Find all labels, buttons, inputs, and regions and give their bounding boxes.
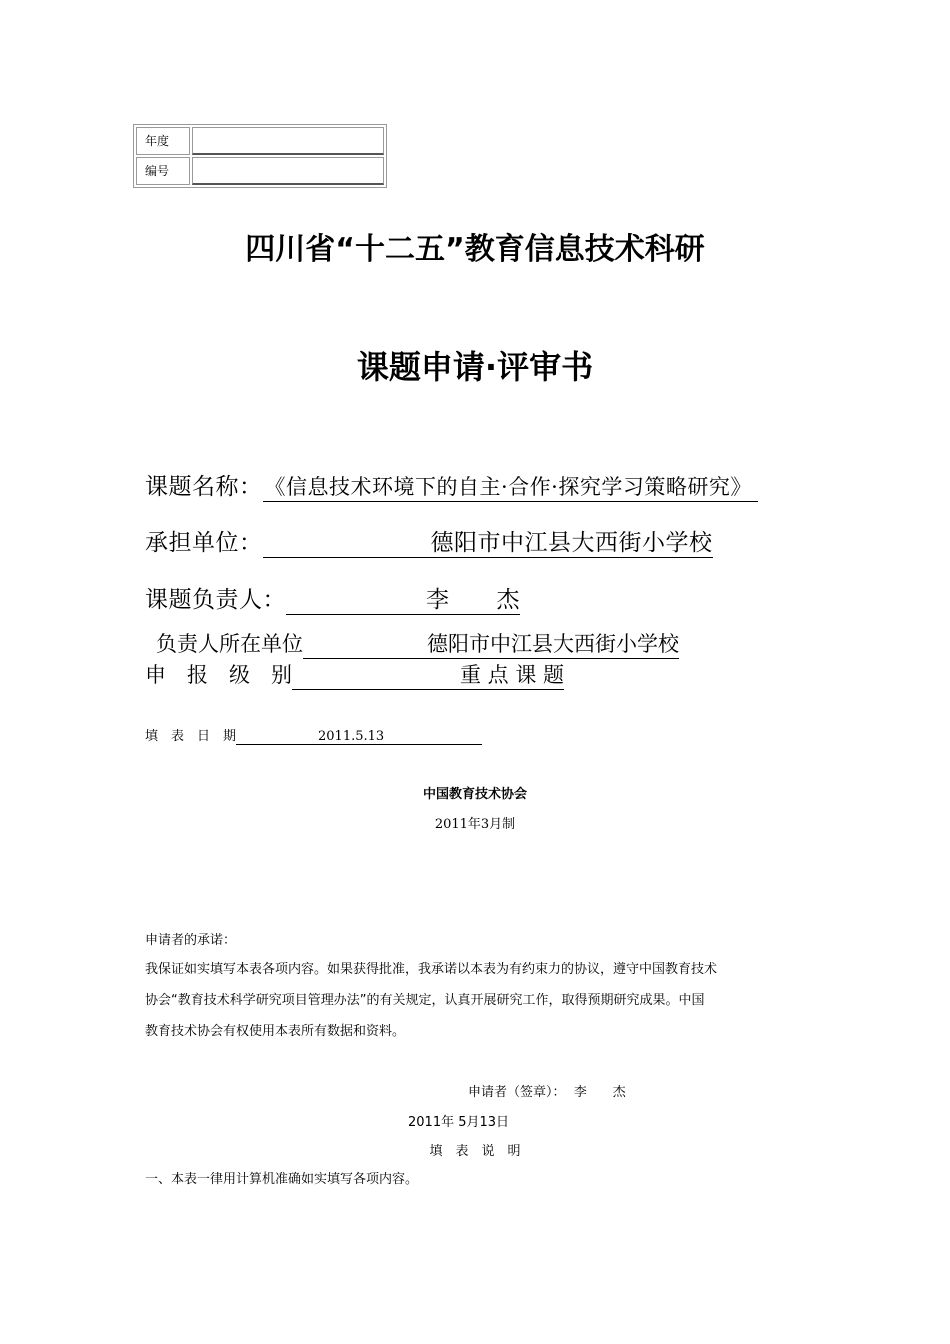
instructions-item-1: 一、本表一律用计算机准确如实填写各项内容。 <box>145 1172 419 1187</box>
leader-unit-label: 负责人所在单位 <box>156 632 303 656</box>
date-label: 填 表 日 期 <box>145 729 237 744</box>
number-field[interactable] <box>192 157 384 185</box>
level-row <box>145 659 564 690</box>
pledge-date: 2011年 5月13日 <box>408 1115 510 1130</box>
id-table <box>133 124 387 188</box>
leader-row <box>145 581 520 615</box>
topic-value: 《信息技术环境下的自主·合作·探究学习策略研究》 <box>263 471 758 502</box>
leader-label: 课题负责人： <box>145 587 286 613</box>
title-line-2: 课题申请·评审书 <box>356 348 594 386</box>
unit-value: 德阳市中江县大西街小学校 <box>263 524 713 558</box>
date-value: 2011.5.13 <box>236 729 482 745</box>
leader-unit-row <box>156 628 679 659</box>
pledge-line-2: 协会“教育技术科学研究项目管理办法”的有关规定，认真开展研究工作，取得预期研究成果。中国 <box>145 993 705 1008</box>
year-row <box>136 127 384 155</box>
leader-unit-value: 德阳市中江县大西街小学校 <box>303 628 679 659</box>
topic-row <box>145 468 758 502</box>
year-label: 年度 <box>136 127 190 155</box>
pledge-line-1: 我保证如实填写本表各项内容。如果获得批准，我承诺以本表为有约束力的协议，遵守中国教育技术 <box>145 962 718 977</box>
org-name: 中国教育技术协会 <box>422 787 527 802</box>
topic-label: 课题名称： <box>145 474 263 500</box>
level-value: 重 点 课 题 <box>292 659 564 690</box>
pledge-line-3: 教育技术协会有权使用本表所有数据和资料。 <box>145 1024 406 1039</box>
pledge-signature: 申请者（签章）： 李 杰 <box>468 1085 626 1100</box>
date-row <box>145 725 482 745</box>
number-row <box>136 157 384 185</box>
year-field[interactable] <box>192 127 384 155</box>
org-made: 2011年3月制 <box>434 817 516 832</box>
unit-row <box>145 524 713 558</box>
title-line-1: 四川省“十二五”教育信息技术科研 <box>245 232 705 267</box>
number-label: 编号 <box>136 157 190 185</box>
unit-label: 承担单位： <box>145 530 263 556</box>
pledge-heading: 申请者的承诺： <box>145 933 237 948</box>
instructions-heading: 填 表 说 明 <box>429 1144 521 1159</box>
level-label: 申 报 级 别 <box>145 663 292 687</box>
leader-value: 李 杰 <box>286 581 520 615</box>
